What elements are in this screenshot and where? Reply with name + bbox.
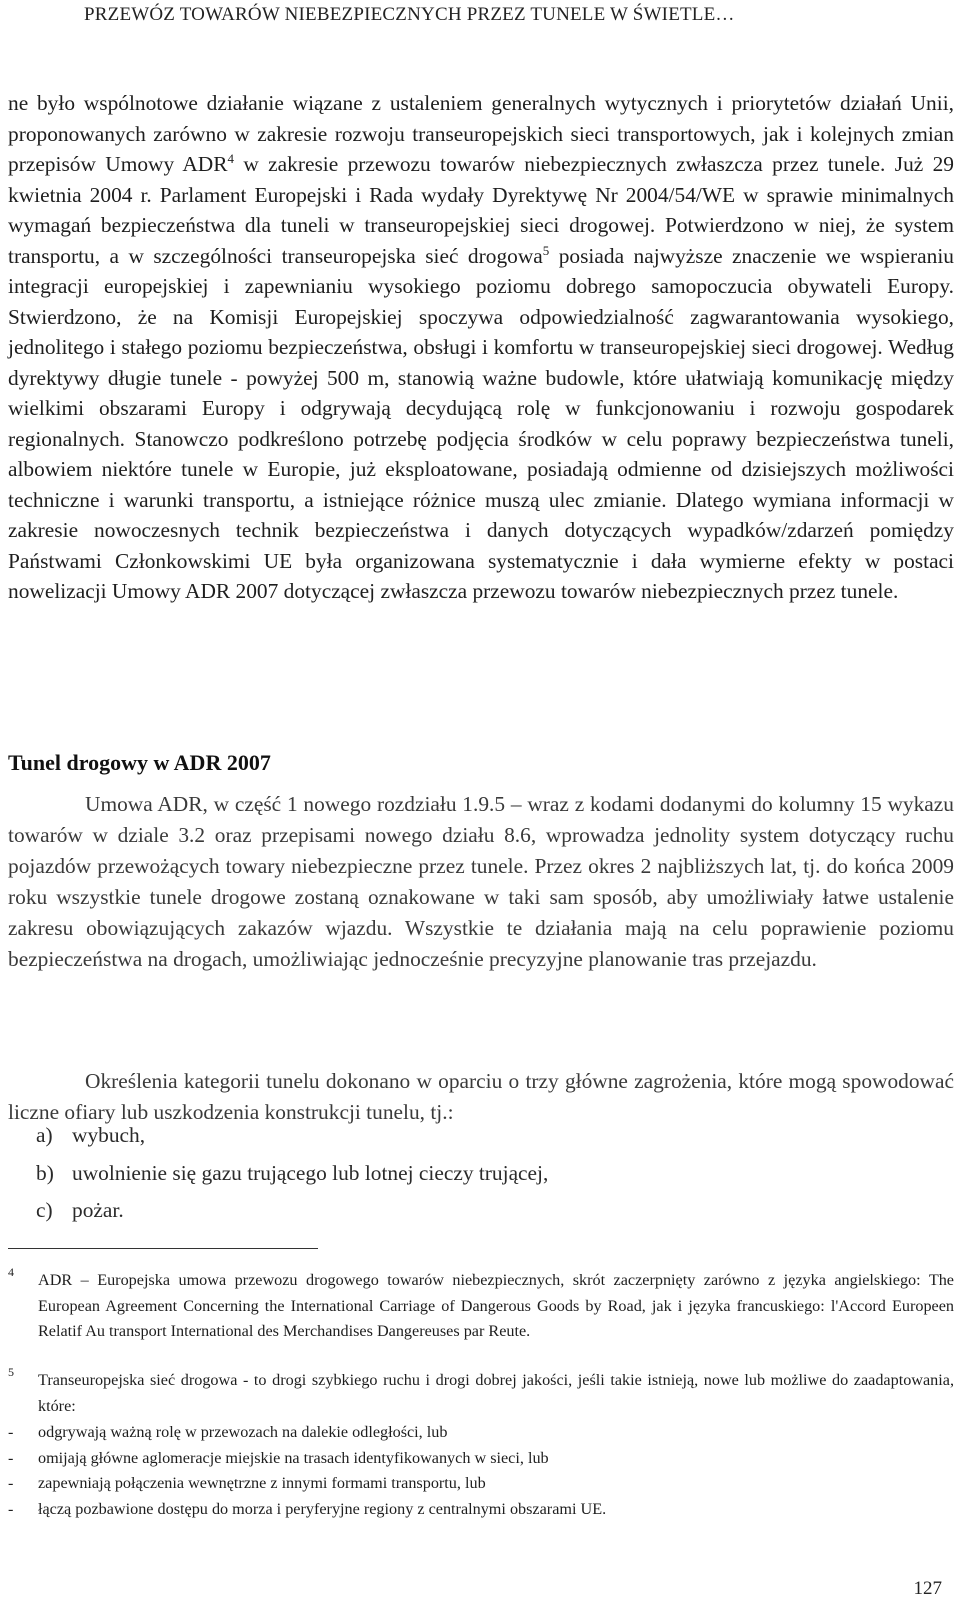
intro-paragraph	[8, 88, 954, 607]
list-marker: c)	[36, 1198, 53, 1222]
dash-marker: -	[8, 1474, 14, 1492]
section-paragraph-2: Określenia kategorii tunelu dokonano w oparciu o trzy główne zagrożenia, które mogą spowodować liczne ofiary lub uszkodzenia konstrukcji tunelu, tj.:	[8, 1069, 954, 1124]
list-item	[36, 1155, 836, 1193]
list-marker: a)	[36, 1123, 53, 1147]
footnote-5	[8, 1365, 954, 1419]
section-paragraph-1: Umowa ADR, w część 1 nowego rozdziału 1.9.5 – wraz z kodami dodanymi do kolumny 15 wykazu towarów w dziale 3.2 oraz przepisami nowego działu 8.6, wprowadza jednolity system dotyczący ruchu pojazdów przewożących towary niebezpieczne przez tunele. Przez okres 2 najbliższych lat, tj. do końca 2009 roku wszystkie tunele drogowe zostaną oznakowane w taki sam sposób, aby umożliwiały łatwe ustalenie zakresu obowiązujących zakazów wjazdu. Wszystkie te działania mają na celu poprawienie poziomu bezpieczeństwa na drogach, umożliwiając jednocześnie precyzyjne planowanie tras przejazdu.	[8, 792, 954, 971]
section-heading: Tunel drogowy w ADR 2007	[8, 750, 271, 775]
footnote-text: ADR – Europejska umowa przewozu drogowego towarów niebezpiecznych, skrót zaczerpnięty zarówno z języka angielskiego: The European Agreement Concerning the International Carriage of Dangerous Goods by Road, jak i języka francuskiego: l'Accord Europeen Relatif Au transport International des Merchandises Dangereuses par Reute.	[38, 1271, 954, 1340]
footnote-separator	[8, 1248, 318, 1249]
footnote-5-list	[8, 1420, 954, 1522]
list-marker: b)	[36, 1160, 54, 1185]
running-header: PRZEWÓZ TOWARÓW NIEBEZPIECZNYCH PRZEZ TUNELE W ŚWIETLE…	[84, 4, 735, 25]
intro-text-part-2: w zakresie przewozu towarów niebezpiecznych zwłaszcza przez tunele. Już 29 kwietnia 2004 r. Parlament Europejski i Rada wydały Dyrektywę Nr 2004/54/WE w sprawie minimalnych wymagań bezpieczeństwa dla tuneli w transeuropejskiej sieci drogowej. Potwierdzono w niej, że system transportu, a w szczególności transeuropejska sieć drogowa	[8, 152, 954, 268]
list-item-text: uwolnienie się gazu trującego lub lotnej cieczy trującej,	[72, 1160, 549, 1185]
footnote-list-item	[8, 1497, 954, 1523]
dash-marker: -	[8, 1499, 14, 1518]
footnote-list-item	[8, 1420, 954, 1446]
footnote-4	[8, 1265, 954, 1345]
footnote-list-text: zapewniają połączenia wewnętrzne z innymi formami transportu, lub	[38, 1474, 486, 1492]
footnote-list-text: łączą pozbawione dostępu do morza i peryferyjne regiony z centralnymi obszarami UE.	[38, 1499, 607, 1518]
list-item-text: wybuch,	[72, 1123, 146, 1147]
footnote-ref-4[interactable]: 4	[227, 150, 235, 166]
page-number: 127	[913, 1578, 942, 1599]
list-item	[36, 1192, 836, 1230]
footnote-list-item	[8, 1446, 954, 1472]
footnote-list-text: odgrywają ważną rolę w przewozach na dalekie odległości, lub	[38, 1423, 448, 1441]
list-item-text: pożar.	[72, 1198, 124, 1222]
footnote-number: 5	[8, 1365, 14, 1379]
footnote-number: 4	[8, 1265, 14, 1279]
footnote-list-text: omijają główne aglomeracje miejskie na trasach identyfikowanych w sieci, lub	[38, 1448, 549, 1467]
footnote-ref-5[interactable]: 5	[542, 242, 550, 258]
dash-marker: -	[8, 1448, 14, 1467]
list-item	[36, 1117, 836, 1155]
footnote-list-item	[8, 1471, 954, 1497]
dash-marker: -	[8, 1423, 14, 1441]
intro-text-part-1: ne było wspólnotowe działanie wiązane z ustaleniem generalnych wytycznych i priorytetów działań Unii, proponowanych zarówno w zakresie rozwoju transeuropejskich sieci transportowych, jak i kolejnych zmian przepisów Umowy ADR	[8, 91, 954, 176]
hazard-list	[36, 1117, 836, 1230]
footnote-text: Transeuropejska sieć drogowa - to drogi szybkiego ruchu i drogi dobrej jakości, jeśli takie istnieją, nowe lub możliwe do zaadaptowania, które:	[38, 1371, 954, 1415]
intro-text-part-3: posiada najwyższe znaczenie we wspieraniu integracji europejskiej i zapewnianiu wysokiego poziomu dobrego samopoczucia obywateli Europy. Stwierdzono, że na Komisji Europejskiej spoczywa odpowiedzialność zagwarantowania wysokiego, jednolitego i stałego poziomu bezpieczeństwa, obsługi i komfortu w transeuropejskiej sieci drogowej. Według dyrektywy długie tunele - powyżej 500 m, stanowią ważne budowle, które ułatwiają komunikację między wielkimi obszarami Europy i odgrywają decydującą rolę w funkcjonowaniu i rozwoju gospodarek regionalnych. Stanowczo podkreślono potrzebę podjęcia środków w celu poprawy bezpieczeństwa tuneli, albowiem niektóre tunele w Europie, już eksploatowane, posiadają odmienne od dzisiejszych możliwości techniczne i warunki transportu, a istniejące różnice muszą ulec zmianie. Dlatego wymiana informacji w zakresie nowoczesnych technik bezpieczeństwa i danych dotyczących wypadków/zdarzeń pomiędzy Państwami Członkowskimi UE była organizowana systematycznie i dała wymierne efekty w postaci nowelizacji Umowy ADR 2007 dotyczącej zwłaszcza przewozu towarów niebezpiecznych przez tunele.	[8, 243, 954, 603]
